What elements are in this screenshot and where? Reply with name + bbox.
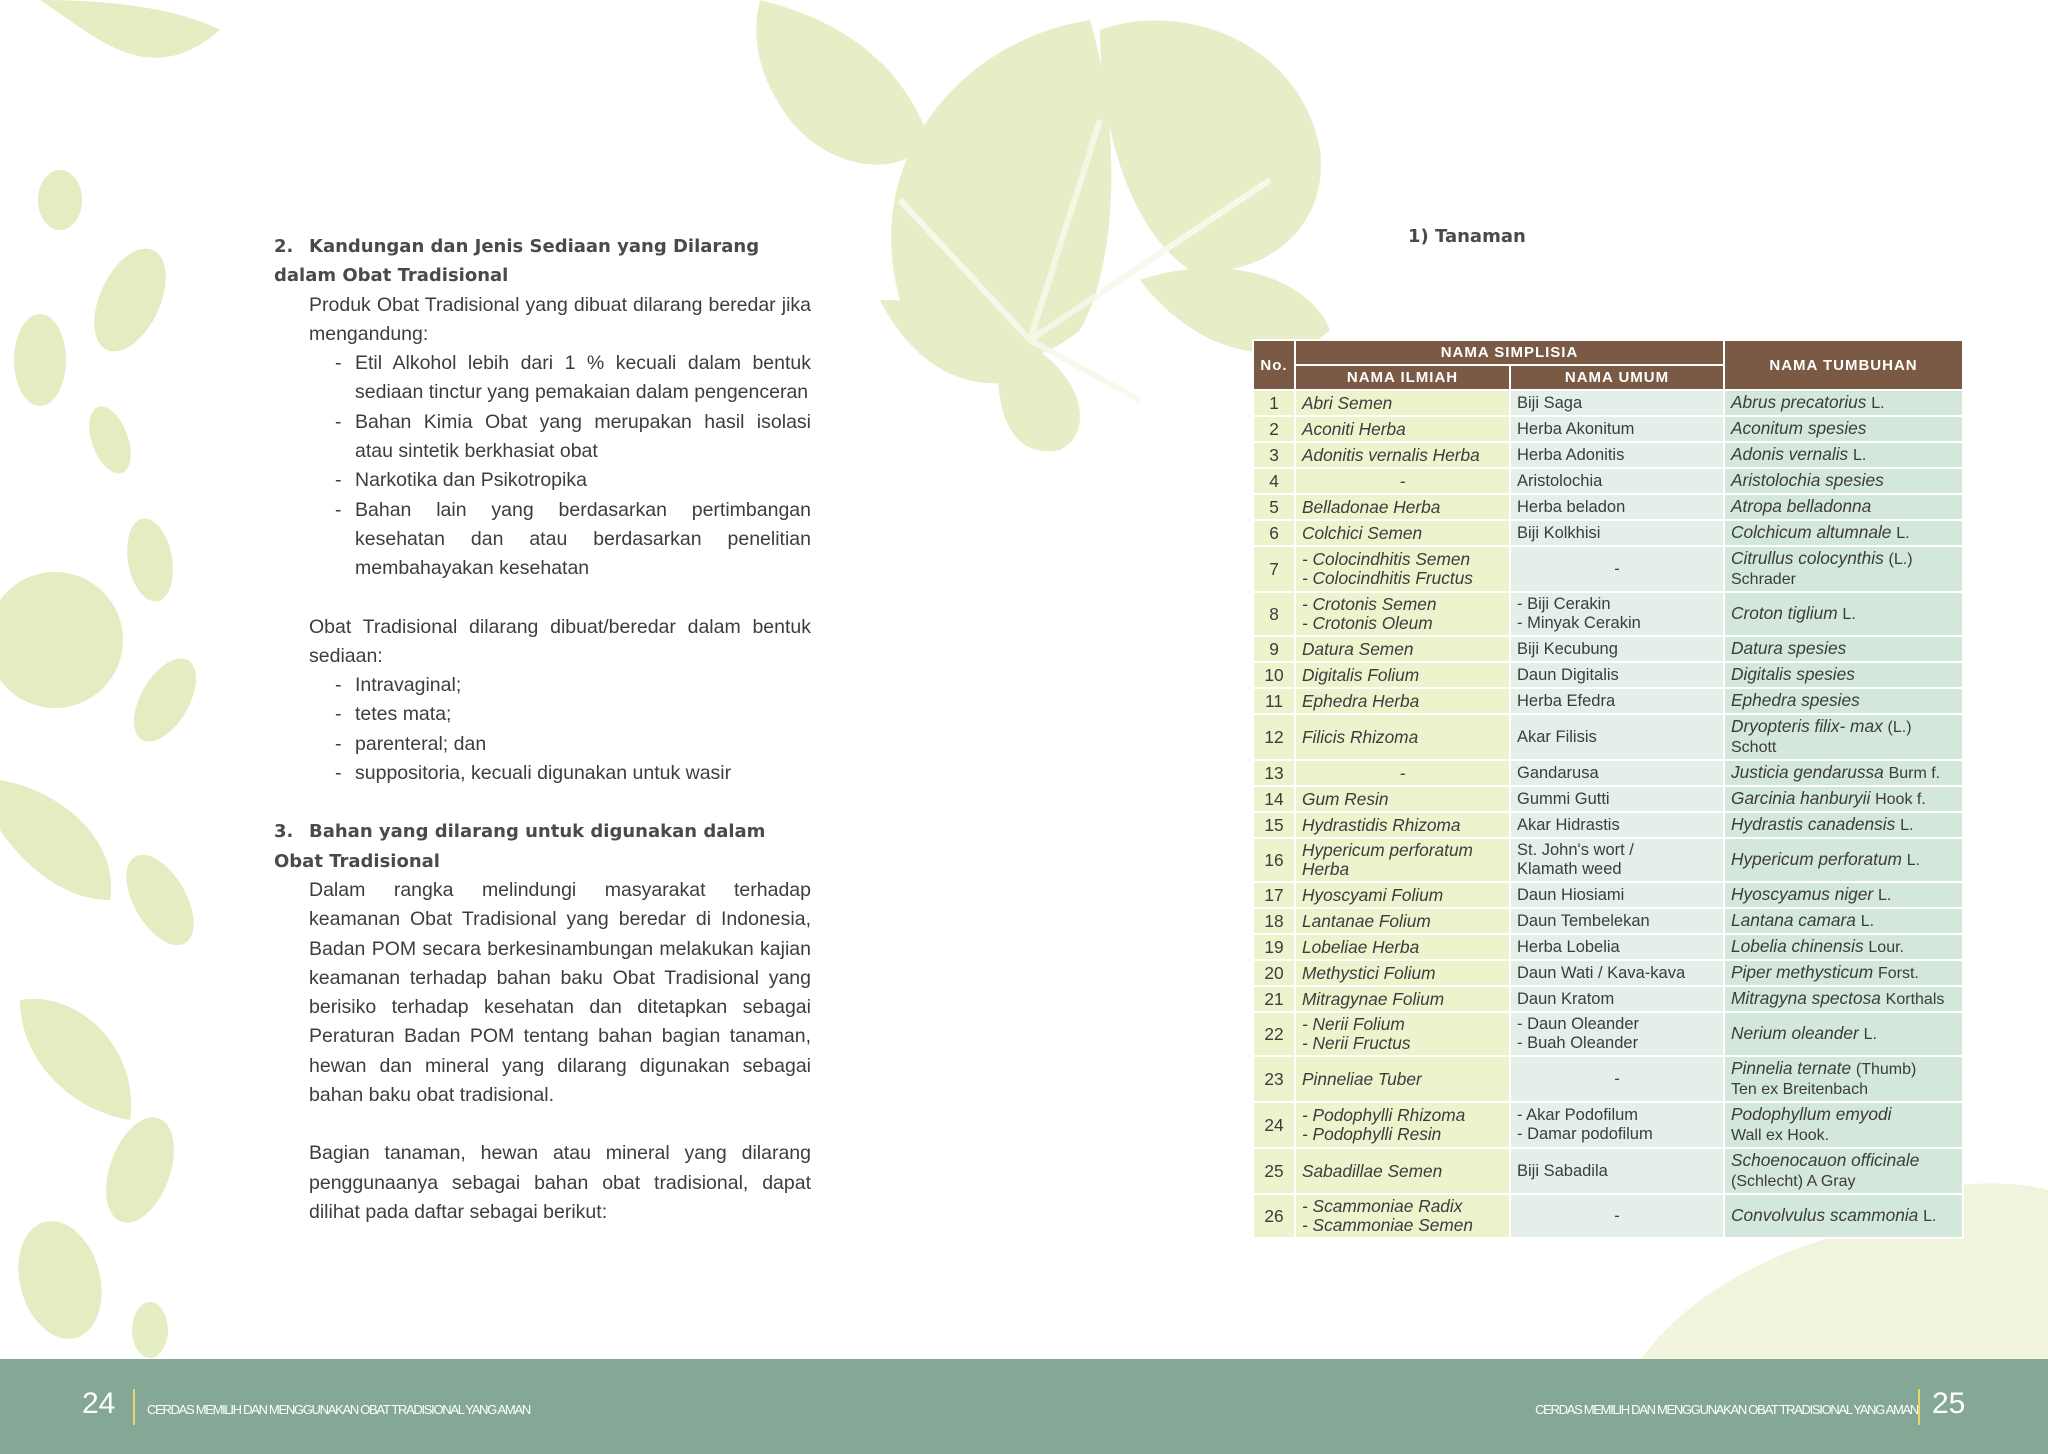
nama-ilmiah-cell: - Nerii Folium - Nerii Fructus	[1295, 1012, 1510, 1056]
nama-umum-cell: -	[1510, 1194, 1724, 1238]
species-author: L.	[1923, 1208, 1937, 1225]
list-item: - Narkotika dan Psikotropika	[335, 466, 811, 495]
row-number: 17	[1253, 882, 1295, 908]
table-row	[1253, 960, 1963, 986]
nama-tumbuhan-cell	[1724, 760, 1963, 786]
table-row	[1253, 714, 1963, 760]
species-name: Citrullus colocynthis	[1731, 548, 1884, 568]
row-number: 18	[1253, 908, 1295, 934]
footer-divider	[133, 1389, 135, 1425]
table-row	[1253, 662, 1963, 688]
nama-tumbuhan-cell	[1724, 636, 1963, 662]
nama-tumbuhan-cell	[1724, 960, 1963, 986]
page-number-left: 24	[82, 1387, 116, 1420]
species-author: Forst.	[1877, 965, 1919, 982]
table-body	[1253, 390, 1963, 1238]
nama-ilmiah-cell: Hydrastidis Rhizoma	[1295, 812, 1510, 838]
list-item: - Intravaginal;	[335, 671, 811, 700]
species-author: L.	[1871, 395, 1885, 412]
row-number: 15	[1253, 812, 1295, 838]
nama-umum-cell: - Akar Podofilum - Damar podofilum	[1510, 1102, 1724, 1148]
nama-tumbuhan-cell	[1724, 390, 1963, 416]
row-number: 12	[1253, 714, 1295, 760]
table-row	[1253, 636, 1963, 662]
nama-ilmiah-cell: - Podophylli Rhizoma - Podophylli Resin	[1295, 1102, 1510, 1148]
nama-ilmiah-cell: Pinneliae Tuber	[1295, 1056, 1510, 1102]
nama-umum-cell: Akar Hidrastis	[1510, 812, 1724, 838]
table-row	[1253, 416, 1963, 442]
table-row	[1253, 468, 1963, 494]
table-row	[1253, 1012, 1963, 1056]
prohibited-content-list	[274, 349, 811, 583]
species-author: L.	[1842, 606, 1856, 623]
table-row	[1253, 838, 1963, 882]
species-name: Schoenocauon officinale	[1731, 1150, 1920, 1170]
species-name: Lobelia chinensis	[1731, 936, 1864, 956]
nama-tumbuhan-cell	[1724, 520, 1963, 546]
table-row	[1253, 986, 1963, 1012]
species-name: Piper methysticum	[1731, 962, 1874, 982]
species-name: Dryopteris filix- max	[1731, 716, 1883, 736]
list-item: - tetes mata;	[335, 700, 811, 729]
nama-umum-cell: Aristolochia	[1510, 468, 1724, 494]
table-row	[1253, 520, 1963, 546]
species-author: L.	[1906, 852, 1921, 869]
nama-ilmiah-cell: Adonitis vernalis Herba	[1295, 442, 1510, 468]
row-number: 2	[1253, 416, 1295, 442]
species-name: Pinnelia ternate	[1731, 1058, 1852, 1078]
table-row	[1253, 934, 1963, 960]
table-row	[1253, 442, 1963, 468]
nama-ilmiah-cell: Datura Semen	[1295, 636, 1510, 662]
nama-umum-cell: - Daun Oleander - Buah Oleander	[1510, 1012, 1724, 1056]
nama-tumbuhan-cell	[1724, 1102, 1963, 1148]
row-number: 9	[1253, 636, 1295, 662]
row-number: 10	[1253, 662, 1295, 688]
nama-umum-cell: Daun Tembelekan	[1510, 908, 1724, 934]
nama-umum-cell: Herba Lobelia	[1510, 934, 1724, 960]
nama-tumbuhan-cell	[1724, 786, 1963, 812]
species-author: (Schlecht) A Gray	[1731, 1173, 1856, 1190]
nama-ilmiah-cell: Colchici Semen	[1295, 520, 1510, 546]
row-number: 7	[1253, 546, 1295, 592]
nama-tumbuhan-cell	[1724, 546, 1963, 592]
nama-ilmiah-cell: Mitragynae Folium	[1295, 986, 1510, 1012]
table-row	[1253, 882, 1963, 908]
page-number-right: 25	[1932, 1387, 1966, 1420]
row-number: 14	[1253, 786, 1295, 812]
nama-umum-cell: - Biji Cerakin - Minyak Cerakin	[1510, 592, 1724, 636]
table-row	[1253, 908, 1963, 934]
nama-ilmiah-cell: Aconiti Herba	[1295, 416, 1510, 442]
nama-ilmiah-cell: Digitalis Folium	[1295, 662, 1510, 688]
table-row	[1253, 1102, 1963, 1148]
nama-umum-cell: Biji Kolkhisi	[1510, 520, 1724, 546]
nama-ilmiah-cell: Lobeliae Herba	[1295, 934, 1510, 960]
row-number: 8	[1253, 592, 1295, 636]
nama-umum-cell: St. John's wort / Klamath weed	[1510, 838, 1724, 882]
species-name: Convolvulus scammonia	[1731, 1205, 1919, 1225]
species-name: Hyoscyamus niger	[1731, 884, 1874, 904]
nama-tumbuhan-cell	[1724, 662, 1963, 688]
species-name: Lantana camara	[1731, 910, 1856, 930]
list-item: - Etil Alkohol lebih dari 1 % kecuali dalam bentuk sediaan tinctur yang pemakaian dalam pengenceran	[335, 349, 811, 408]
nama-umum-cell: Daun Digitalis	[1510, 662, 1724, 688]
header-nama-ilmiah: NAMA ILMIAH	[1295, 365, 1510, 390]
nama-ilmiah-cell: Abri Semen	[1295, 390, 1510, 416]
nama-tumbuhan-cell	[1724, 1194, 1963, 1238]
nama-tumbuhan-cell	[1724, 714, 1963, 760]
row-number: 3	[1253, 442, 1295, 468]
species-name: Justicia gendarussa	[1731, 762, 1884, 782]
list-item: - Bahan lain yang berdasarkan pertimbangan kesehatan dan atau berdasarkan penelitian membahayakan kesehatan	[335, 496, 811, 584]
species-author: (Thumb) Ten ex Breitenbach	[1731, 1061, 1917, 1098]
row-number: 21	[1253, 986, 1295, 1012]
nama-ilmiah-cell: - Colocindhitis Semen - Colocindhitis Fructus	[1295, 546, 1510, 592]
table-row	[1253, 390, 1963, 416]
nama-umum-cell: Biji Sabadila	[1510, 1148, 1724, 1194]
section-3-heading: 3. Bahan yang dilarang untuk digunakan dalam Obat Tradisional	[274, 821, 766, 872]
species-author: Lour.	[1868, 939, 1904, 956]
running-title-right: CERDAS MEMILIH DAN MENGGUNAKAN OBAT TRADISIONAL YANG AMAN	[1535, 1402, 1918, 1417]
row-number: 25	[1253, 1148, 1295, 1194]
nama-tumbuhan-cell	[1724, 934, 1963, 960]
species-name: Aconitum spesies	[1731, 418, 1867, 438]
nama-umum-cell: Biji Kecubung	[1510, 636, 1724, 662]
nama-umum-cell: Herba beladon	[1510, 494, 1724, 520]
prohibited-plants-table	[1252, 339, 1964, 1239]
header-no: No.	[1253, 340, 1295, 390]
species-name: Adonis vernalis	[1731, 444, 1849, 464]
nama-tumbuhan-cell	[1724, 812, 1963, 838]
species-author: L.	[1853, 447, 1867, 464]
row-number: 23	[1253, 1056, 1295, 1102]
species-name: Abrus precatorius	[1731, 392, 1867, 412]
nama-ilmiah-cell: Lantanae Folium	[1295, 908, 1510, 934]
nama-ilmiah-cell: Gum Resin	[1295, 786, 1510, 812]
header-nama-umum: NAMA UMUM	[1510, 365, 1724, 390]
nama-umum-cell: Gandarusa	[1510, 760, 1724, 786]
species-name: Colchicum altumnale	[1731, 522, 1892, 542]
nama-tumbuhan-cell	[1724, 592, 1963, 636]
row-number: 26	[1253, 1194, 1295, 1238]
nama-umum-cell: Biji Saga	[1510, 390, 1724, 416]
nama-tumbuhan-cell	[1724, 986, 1963, 1012]
nama-ilmiah-cell: Ephedra Herba	[1295, 688, 1510, 714]
nama-tumbuhan-cell	[1724, 1148, 1963, 1194]
species-author: L.	[1896, 525, 1910, 542]
subsection-title: 1) Tanaman	[1408, 226, 1526, 247]
species-name: Hydrastis canadensis	[1731, 814, 1896, 834]
nama-umum-cell: -	[1510, 1056, 1724, 1102]
species-name: Croton tiglium	[1731, 603, 1838, 623]
footer-band	[0, 1359, 2048, 1454]
row-number: 11	[1253, 688, 1295, 714]
nama-umum-cell: -	[1510, 546, 1724, 592]
nama-umum-cell: Daun Kratom	[1510, 986, 1724, 1012]
species-name: Hypericum perforatum	[1731, 849, 1902, 869]
nama-ilmiah-cell: -	[1295, 468, 1510, 494]
row-number: 4	[1253, 468, 1295, 494]
nama-umum-cell: Gummi Gutti	[1510, 786, 1724, 812]
species-name: Podophyllum emyodi	[1731, 1104, 1892, 1124]
nama-ilmiah-cell: - Crotonis Semen - Crotonis Oleum	[1295, 592, 1510, 636]
left-page-content	[274, 232, 811, 1227]
nama-umum-cell: Herba Efedra	[1510, 688, 1724, 714]
nama-umum-cell: Daun Hiosiami	[1510, 882, 1724, 908]
species-name: Ephedra spesies	[1731, 690, 1860, 710]
nama-ilmiah-cell: -	[1295, 760, 1510, 786]
section-2-intro: Produk Obat Tradisional yang dibuat dilarang beredar jika mengandung:	[309, 293, 811, 345]
nama-tumbuhan-cell	[1724, 838, 1963, 882]
nama-tumbuhan-cell	[1724, 1012, 1963, 1056]
species-author: Wall ex Hook.	[1731, 1127, 1830, 1144]
table-row	[1253, 688, 1963, 714]
nama-tumbuhan-cell	[1724, 882, 1963, 908]
nama-tumbuhan-cell	[1724, 1056, 1963, 1102]
species-author: Korthals	[1885, 991, 1945, 1008]
table-row	[1253, 1194, 1963, 1238]
table-row	[1253, 546, 1963, 592]
nama-ilmiah-cell: Filicis Rhizoma	[1295, 714, 1510, 760]
table-row	[1253, 760, 1963, 786]
nama-ilmiah-cell: Hyoscyami Folium	[1295, 882, 1510, 908]
row-number: 20	[1253, 960, 1295, 986]
nama-tumbuhan-cell	[1724, 688, 1963, 714]
row-number: 13	[1253, 760, 1295, 786]
header-nama-simplisia: NAMA SIMPLISIA	[1295, 340, 1724, 365]
section-3-paragraph-2: Bagian tanaman, hewan atau mineral yang dilarang penggunaanya sebagai bahan obat tradisional, dapat dilihat pada daftar sebagai berikut:	[309, 1142, 811, 1223]
species-name: Datura spesies	[1731, 638, 1847, 658]
species-name: Mitragyna spectosa	[1731, 988, 1881, 1008]
species-author: L.	[1900, 817, 1914, 834]
nama-tumbuhan-cell	[1724, 494, 1963, 520]
prohibited-forms-list	[274, 671, 811, 788]
list-item: - suppositoria, kecuali digunakan untuk wasir	[335, 759, 811, 788]
row-number: 24	[1253, 1102, 1295, 1148]
table-row	[1253, 592, 1963, 636]
table-row	[1253, 1056, 1963, 1102]
table-row	[1253, 1148, 1963, 1194]
species-author: (L.) Schrader	[1731, 551, 1913, 588]
table-row	[1253, 812, 1963, 838]
species-author: L.	[1863, 1026, 1877, 1043]
species-author: Hook f.	[1875, 791, 1926, 808]
nama-umum-cell: Daun Wati / Kava-kava	[1510, 960, 1724, 986]
table-row	[1253, 494, 1963, 520]
species-author: L.	[1860, 913, 1875, 930]
nama-umum-cell: Akar Filisis	[1510, 714, 1724, 760]
section-3-paragraph-1: Dalam rangka melindungi masyarakat terhadap keamanan Obat Tradisional yang beredar di Indonesia, Badan POM secara berkesinambungan melakukan kajian keamanan terhadap bahan baku Obat Tradisional yang berisiko terhadap kesehatan dan ditetapkan sebagai Peraturan Badan POM tentang bahan bagian tanaman, hewan dan mineral yang dilarang digunakan sebagai bahan baku obat tradisional.	[309, 878, 811, 1107]
species-author: (L.) Schott	[1731, 719, 1912, 756]
row-number: 5	[1253, 494, 1295, 520]
row-number: 22	[1253, 1012, 1295, 1056]
forms-intro: Obat Tradisional dilarang dibuat/beredar dalam bentuk sediaan:	[309, 615, 811, 667]
nama-ilmiah-cell: Sabadillae Semen	[1295, 1148, 1510, 1194]
nama-tumbuhan-cell	[1724, 468, 1963, 494]
nama-ilmiah-cell: Methystici Folium	[1295, 960, 1510, 986]
row-number: 16	[1253, 838, 1295, 882]
nama-umum-cell: Herba Adonitis	[1510, 442, 1724, 468]
list-item: - Bahan Kimia Obat yang merupakan hasil isolasi atau sintetik berkhasiat obat	[335, 408, 811, 467]
footer-divider	[1918, 1389, 1920, 1425]
row-number: 1	[1253, 390, 1295, 416]
row-number: 6	[1253, 520, 1295, 546]
species-name: Aristolochia spesies	[1731, 470, 1884, 490]
species-name: Garcinia hanburyii	[1731, 788, 1871, 808]
species-author: Burm f.	[1888, 765, 1941, 782]
species-author: L.	[1877, 887, 1892, 904]
nama-ilmiah-cell: Belladonae Herba	[1295, 494, 1510, 520]
list-item: - parenteral; dan	[335, 730, 811, 759]
nama-tumbuhan-cell	[1724, 442, 1963, 468]
running-title-left: CERDAS MEMILIH DAN MENGGUNAKAN OBAT TRADISIONAL YANG AMAN	[147, 1402, 530, 1417]
nama-tumbuhan-cell	[1724, 416, 1963, 442]
nama-umum-cell: Herba Akonitum	[1510, 416, 1724, 442]
header-nama-tumbuhan: NAMA TUMBUHAN	[1724, 340, 1963, 390]
species-name: Digitalis spesies	[1731, 664, 1855, 684]
species-name: Atropa belladonna	[1731, 496, 1872, 516]
row-number: 19	[1253, 934, 1295, 960]
species-name: Nerium oleander	[1731, 1023, 1859, 1043]
table-row	[1253, 786, 1963, 812]
nama-ilmiah-cell: - Scammoniae Radix - Scammoniae Semen	[1295, 1194, 1510, 1238]
nama-ilmiah-cell: Hypericum perforatum Herba	[1295, 838, 1510, 882]
section-2-heading: 2. Kandungan dan Jenis Sediaan yang Dilarang dalam Obat Tradisional	[274, 236, 760, 287]
nama-tumbuhan-cell	[1724, 908, 1963, 934]
